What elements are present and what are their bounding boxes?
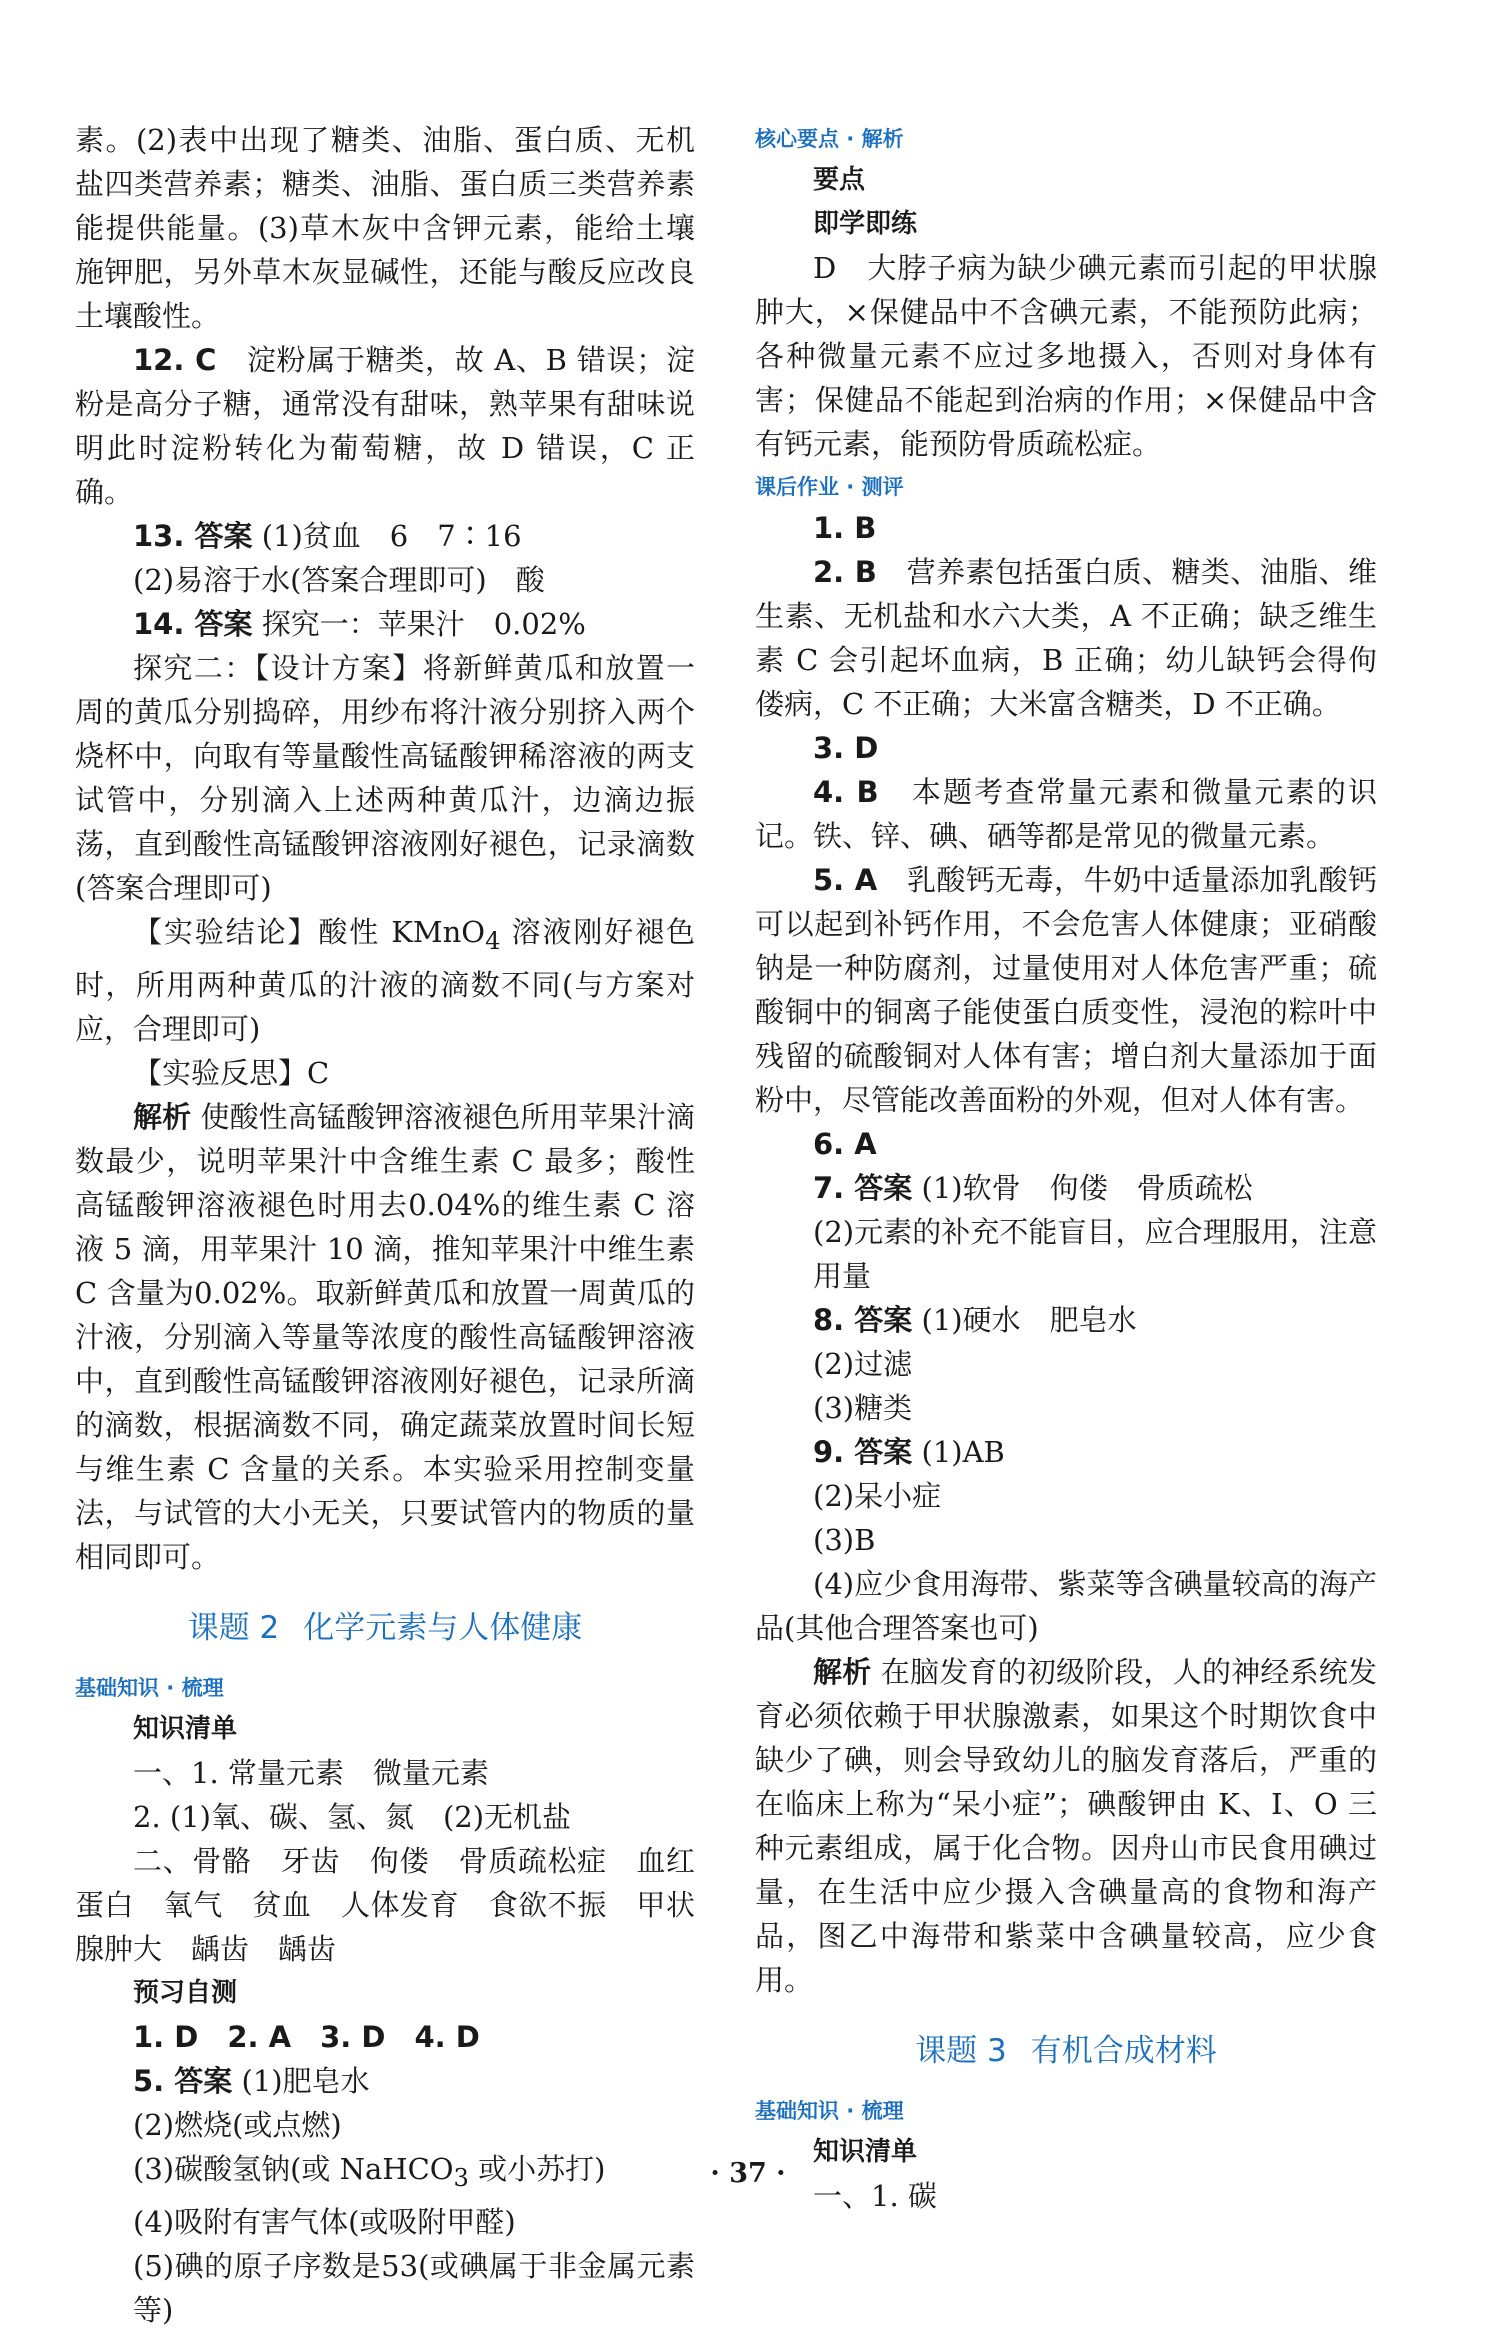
preview-test-heading: 预习自测	[133, 1977, 238, 2008]
preview-q5-line5: (5)碘的原子序数是53(或碘属于非金属元素等)	[133, 2248, 695, 2327]
preview-q5-line2: (2)燃烧(或点燃)	[133, 2107, 342, 2142]
topic-2-heading: 课题 2 化学元素与人体健康	[187, 1609, 583, 1646]
homework-q9-line2: (2)呆小症	[813, 1479, 942, 1513]
homework-q1: 1. B	[813, 511, 877, 545]
q13-label: 13. 答案	[133, 519, 253, 553]
answer-q14-reflection: 【实验反思】C	[133, 1055, 330, 1090]
homework-q3: 3. D	[813, 731, 879, 765]
answer-q12	[75, 338, 695, 514]
homework-q9-line4: (4)应少食用海带、紫菜等含碘量较高的海产品(其他合理答案也可)	[755, 1567, 1377, 1645]
practice-answer: D 大脖子病为缺少碘元素而引起的甲状腺肿大，×保健品中不含碘元素，不能预防此病；各种微量元素不应过多地摄入，否则对身体有害；保健品不能起到治病的作用；×保健品中含有钙元素，能预防骨质疏松症。	[755, 251, 1377, 461]
homework-q2: 2. B 营养素包括蛋白质、糖类、油脂、维生素、无机盐和水六大类，A 不正确；缺乏维生素 C 会引起坏血病，B 正确；幼儿缺钙会得佝偻病，C 不正确；大米富含糖类，D 不正确。	[755, 555, 1377, 721]
homework-q9-line1: 9. 答案 (1)AB	[813, 1435, 1005, 1469]
homework-q8-line3: (3)糖类	[813, 1391, 913, 1425]
answer-q14-line1: 14. 答案 探究一：苹果汁 0.02%	[133, 607, 586, 641]
preview-answers: 1. D 2. A 3. D 4. D	[133, 2019, 480, 2054]
homework-q7-line2: (2)元素的补充不能盲目，应合理服用，注意用量	[813, 1215, 1377, 1293]
section-basic-knowledge: 基础知识 · 梳理	[75, 1675, 224, 1700]
section-core-points: 核心要点 · 解析	[755, 127, 904, 151]
left-column	[75, 118, 695, 2332]
points-heading: 要点	[813, 165, 866, 195]
q14-label: 14. 答案	[133, 607, 253, 641]
homework-q6: 6. A	[813, 1127, 877, 1161]
homework-q8-line2: (2)过滤	[813, 1347, 913, 1381]
topic-3-heading: 课题 3 有机合成材料	[915, 2033, 1217, 2069]
knowledge-list-heading: 知识清单	[133, 1713, 238, 1744]
practice-heading: 即学即练	[813, 209, 918, 239]
analysis-q14: 解析 使酸性高锰酸钾溶液褪色所用苹果汁滴数最少，说明苹果汁中含维生素 C 最多；酸性高锰酸钾溶液褪色时用去0.04%的维生素 C 溶液 5 滴，用苹果汁 10 滴，推知苹果汁中维生素 C 含量为0.02%。取新鲜黄瓜和放置一周黄瓜的汁液，分别滴入等量等浓度的酸性高锰酸钾溶液中，直到酸性高锰酸钾溶液刚好褪色，记录所滴的滴数，根据滴数不同，确定蔬菜放置时间长短与维生素 C 含量的关系。本实验采用控制变量法，与试管的大小无关，只要试管内的物质的量相同即可。	[75, 1099, 695, 1574]
knowledge-item-carbon: 一、1. 碳	[813, 2179, 937, 2213]
homework-q7-line1: 7. 答案 (1)软骨 佝偻 骨质疏松	[813, 1171, 1253, 1205]
homework-q8-line1: 8. 答案 (1)硬水 肥皂水	[813, 1303, 1137, 1337]
answer-q14-conclusion: 【实验结论】酸性 KMnO$_4$ 溶液刚好褪色时，所用两种黄瓜的汁液的滴数不同(与方案对应，合理即可)	[75, 915, 696, 1046]
analysis-label: 解析	[133, 1099, 192, 1134]
answer-q13-line1: 13. 答案 (1)贫血 6 7∶16	[133, 519, 522, 553]
homework-q5: 5. A 乳酸钙无毒，牛奶中适量添加乳酸钙可以起到补钙作用，不会危害人体健康；亚硝酸钠是一种防腐剂，过量使用对人体危害严重；硫酸铜中的铜离子能使蛋白质变性，浸泡的粽叶中残留的硫酸铜对人体有害；增白剂大量添加于面粉中，尽管能改善面粉的外观，但对人体有害。	[755, 863, 1377, 1117]
q12-text: 淀粉属于糖类，故 A、B 错误；淀粉是高分子糖，通常没有甜味，熟苹果有甜味说明此时淀粉转化为葡萄糖，故 D 错误，C 正确。	[75, 343, 695, 509]
knowledge-item-3: 二、骨骼 牙齿 佝偻 骨质疏松症 血红蛋白 氧气 贫血 人体发育 食欲不振 甲状腺肿大 龋齿 龋齿	[75, 1843, 695, 1966]
section-basic-knowledge-2: 基础知识 · 梳理	[755, 2099, 904, 2123]
preview-q5-line1: 5. 答案 (1)肥皂水	[133, 2063, 370, 2098]
homework-q9-line3: (3)B	[813, 1523, 876, 1557]
preview-q5-line3: (3)碳酸氢钠(或 NaHCO$_3$ 或小苏打)	[133, 2151, 606, 2192]
knowledge-item-1: 一、1. 常量元素 微量元素	[133, 1755, 489, 1790]
homework-q4: 4. B 本题考查常量元素和微量元素的识记。铁、锌、碘、硒等都是常见的微量元素。	[755, 775, 1377, 853]
paragraph-q11-continued: 素。(2)表中出现了糖类、油脂、蛋白质、无机盐四类营养素；糖类、油脂、蛋白质三类营养素能提供能量。(3)草木灰中含钾元素，能给土壤施钾肥，另外草木灰显碱性，还能与酸反应改良土壤酸性。	[75, 123, 695, 333]
answer-q13-line2: (2)易溶于水(答案合理即可) 酸	[133, 563, 545, 597]
knowledge-item-2: 2. (1)氧、碳、氢、氮 (2)无机盐	[133, 1799, 572, 1834]
right-column	[755, 118, 1377, 2218]
q12-number: 12. C	[133, 343, 217, 377]
knowledge-list-heading-2: 知识清单	[813, 2137, 918, 2167]
analysis-q9: 解析 在脑发育的初级阶段，人的神经系统发育必须依赖于甲状腺激素，如果这个时期饮食中缺少了碘，则会导致幼儿的脑发育落后，严重的在临床上称为“呆小症”；碘酸钾由 K、I、O 三种元素组成，属于化合物。因舟山市民食用碘过量，在生活中应少摄入含碘量高的食物和海产品，图乙中海带和紫菜中含碘量较高，应少食用。	[755, 1655, 1377, 1997]
preview-q5-line4: (4)吸附有害气体(或吸附甲醛)	[133, 2204, 516, 2239]
section-homework: 课后作业 · 测评	[755, 475, 904, 499]
page-number: · 37 ·	[710, 2158, 786, 2189]
answer-q14-design: 探究二：【设计方案】将新鲜黄瓜和放置一周的黄瓜分别捣碎，用纱布将汁液分别挤入两个烧杯中，向取有等量酸性高锰酸钾稀溶液的两支试管中，分别滴入上述两种黄瓜汁，边滴边振荡，直到酸性高锰酸钾溶液刚好褪色，记录滴数(答案合理即可)	[75, 651, 695, 905]
